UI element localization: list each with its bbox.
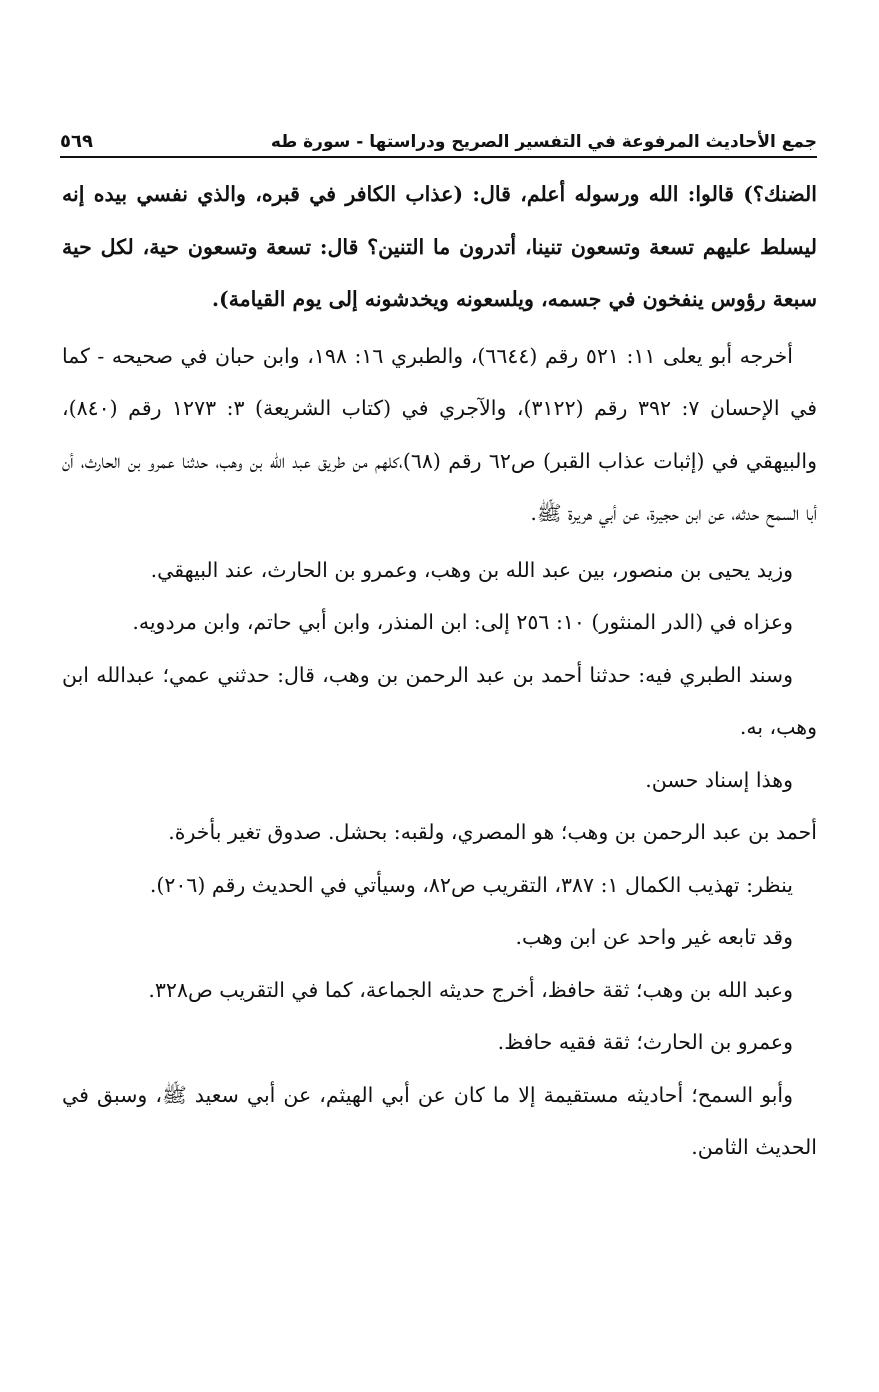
hadith-text: الضنك؟) قالوا: الله ورسوله أعلم، قال: (عذاب الكافر في قبره، والذي نفسي بيده إنه ليسلط عليهم تسعة وتسعون تنينا، أتدرون ما التنين؟ قال: تسعة وتسعون حية، لكل حية سبعة رؤوس ينفخون في جسمه، ويلسعونه ويخدشونه إلى يوم القيامة). xyxy=(62,182,817,311)
paragraph-narrator-ahmad: أحمد بن عبد الرحمن بن وهب؛ هو المصري، ولقبه: بحشل. صدوق تغير بأخرة. xyxy=(168,820,817,844)
paragraph-addition: وزيد يحيى بن منصور، بين عبد الله بن وهب، وعمرو بن الحارث، عند البيهقي. xyxy=(150,557,793,582)
paragraph-references: ينظر: تهذيب الكمال ١: ٣٨٧، التقريب ص٨٢، وسيأتي في الحديث رقم (٢٠٦). xyxy=(149,872,793,897)
paragraph-isnad: وسند الطبري فيه: حدثنا أحمد بن عبد الرحمن بن وهب، قال: حدثني عمي؛ عبدالله ابن وهب، به. xyxy=(62,662,817,739)
page-number: ٥٦٩ xyxy=(60,131,93,152)
page-body xyxy=(62,168,817,1174)
paragraph-narrator-abu-samh: وأبو السمح؛ أحاديثه مستقيمة إلا ما كان عن أبي الهيثم، عن أبي سعيد ﷺ، وسبق في الحديث الثامن. xyxy=(62,1082,817,1159)
paragraph-attribution: وعزاه في (الدر المنثور) ١٠: ٢٥٦ إلى: ابن المنذر، وابن أبي حاتم، وابن مردويه. xyxy=(132,610,793,634)
running-header xyxy=(60,118,817,158)
paragraph-narrator-ibn-wahb: وعبد الله بن وهب؛ ثقة حافظ، أخرج حديثه الجماعة، كما في التقريب ص٣٢٨. xyxy=(148,977,793,1002)
paragraph-narrator-amr: وعمرو بن الحارث؛ ثقة فقيه حافظ. xyxy=(497,1030,793,1054)
paragraph-grading: وهذا إسناد حسن. xyxy=(645,767,793,792)
takhrij-paragraph: أخرجه أبو يعلى ١١: ٥٢١ رقم (٦٦٤٤)، والطبري ١٦: ١٩٨، وابن حبان في صحيحه - كما في الإحسان ٧: ٣٩٢ رقم (٣١٢٢)، والآجري في (كتاب الشريعة) ٣: ١٢٧٣ رقم (٨٤٠)، والبيهقي في (إثبات عذاب القبر) ص٦٢ رقم (٦٨)،كلهم من طريق عبد الله بن وهب، حدثنا عمرو بن الحارث، أن أبا السمح حدثه، عن ابن حجيرة، عن أبي هريرة ﷺ. xyxy=(62,343,818,525)
header-title: جمع الأحاديث المرفوعة في التفسير الصريح ودراستها - سورة طه xyxy=(270,132,817,152)
paragraph-corroboration: وقد تابعه غير واحد عن ابن وهب. xyxy=(515,925,793,949)
